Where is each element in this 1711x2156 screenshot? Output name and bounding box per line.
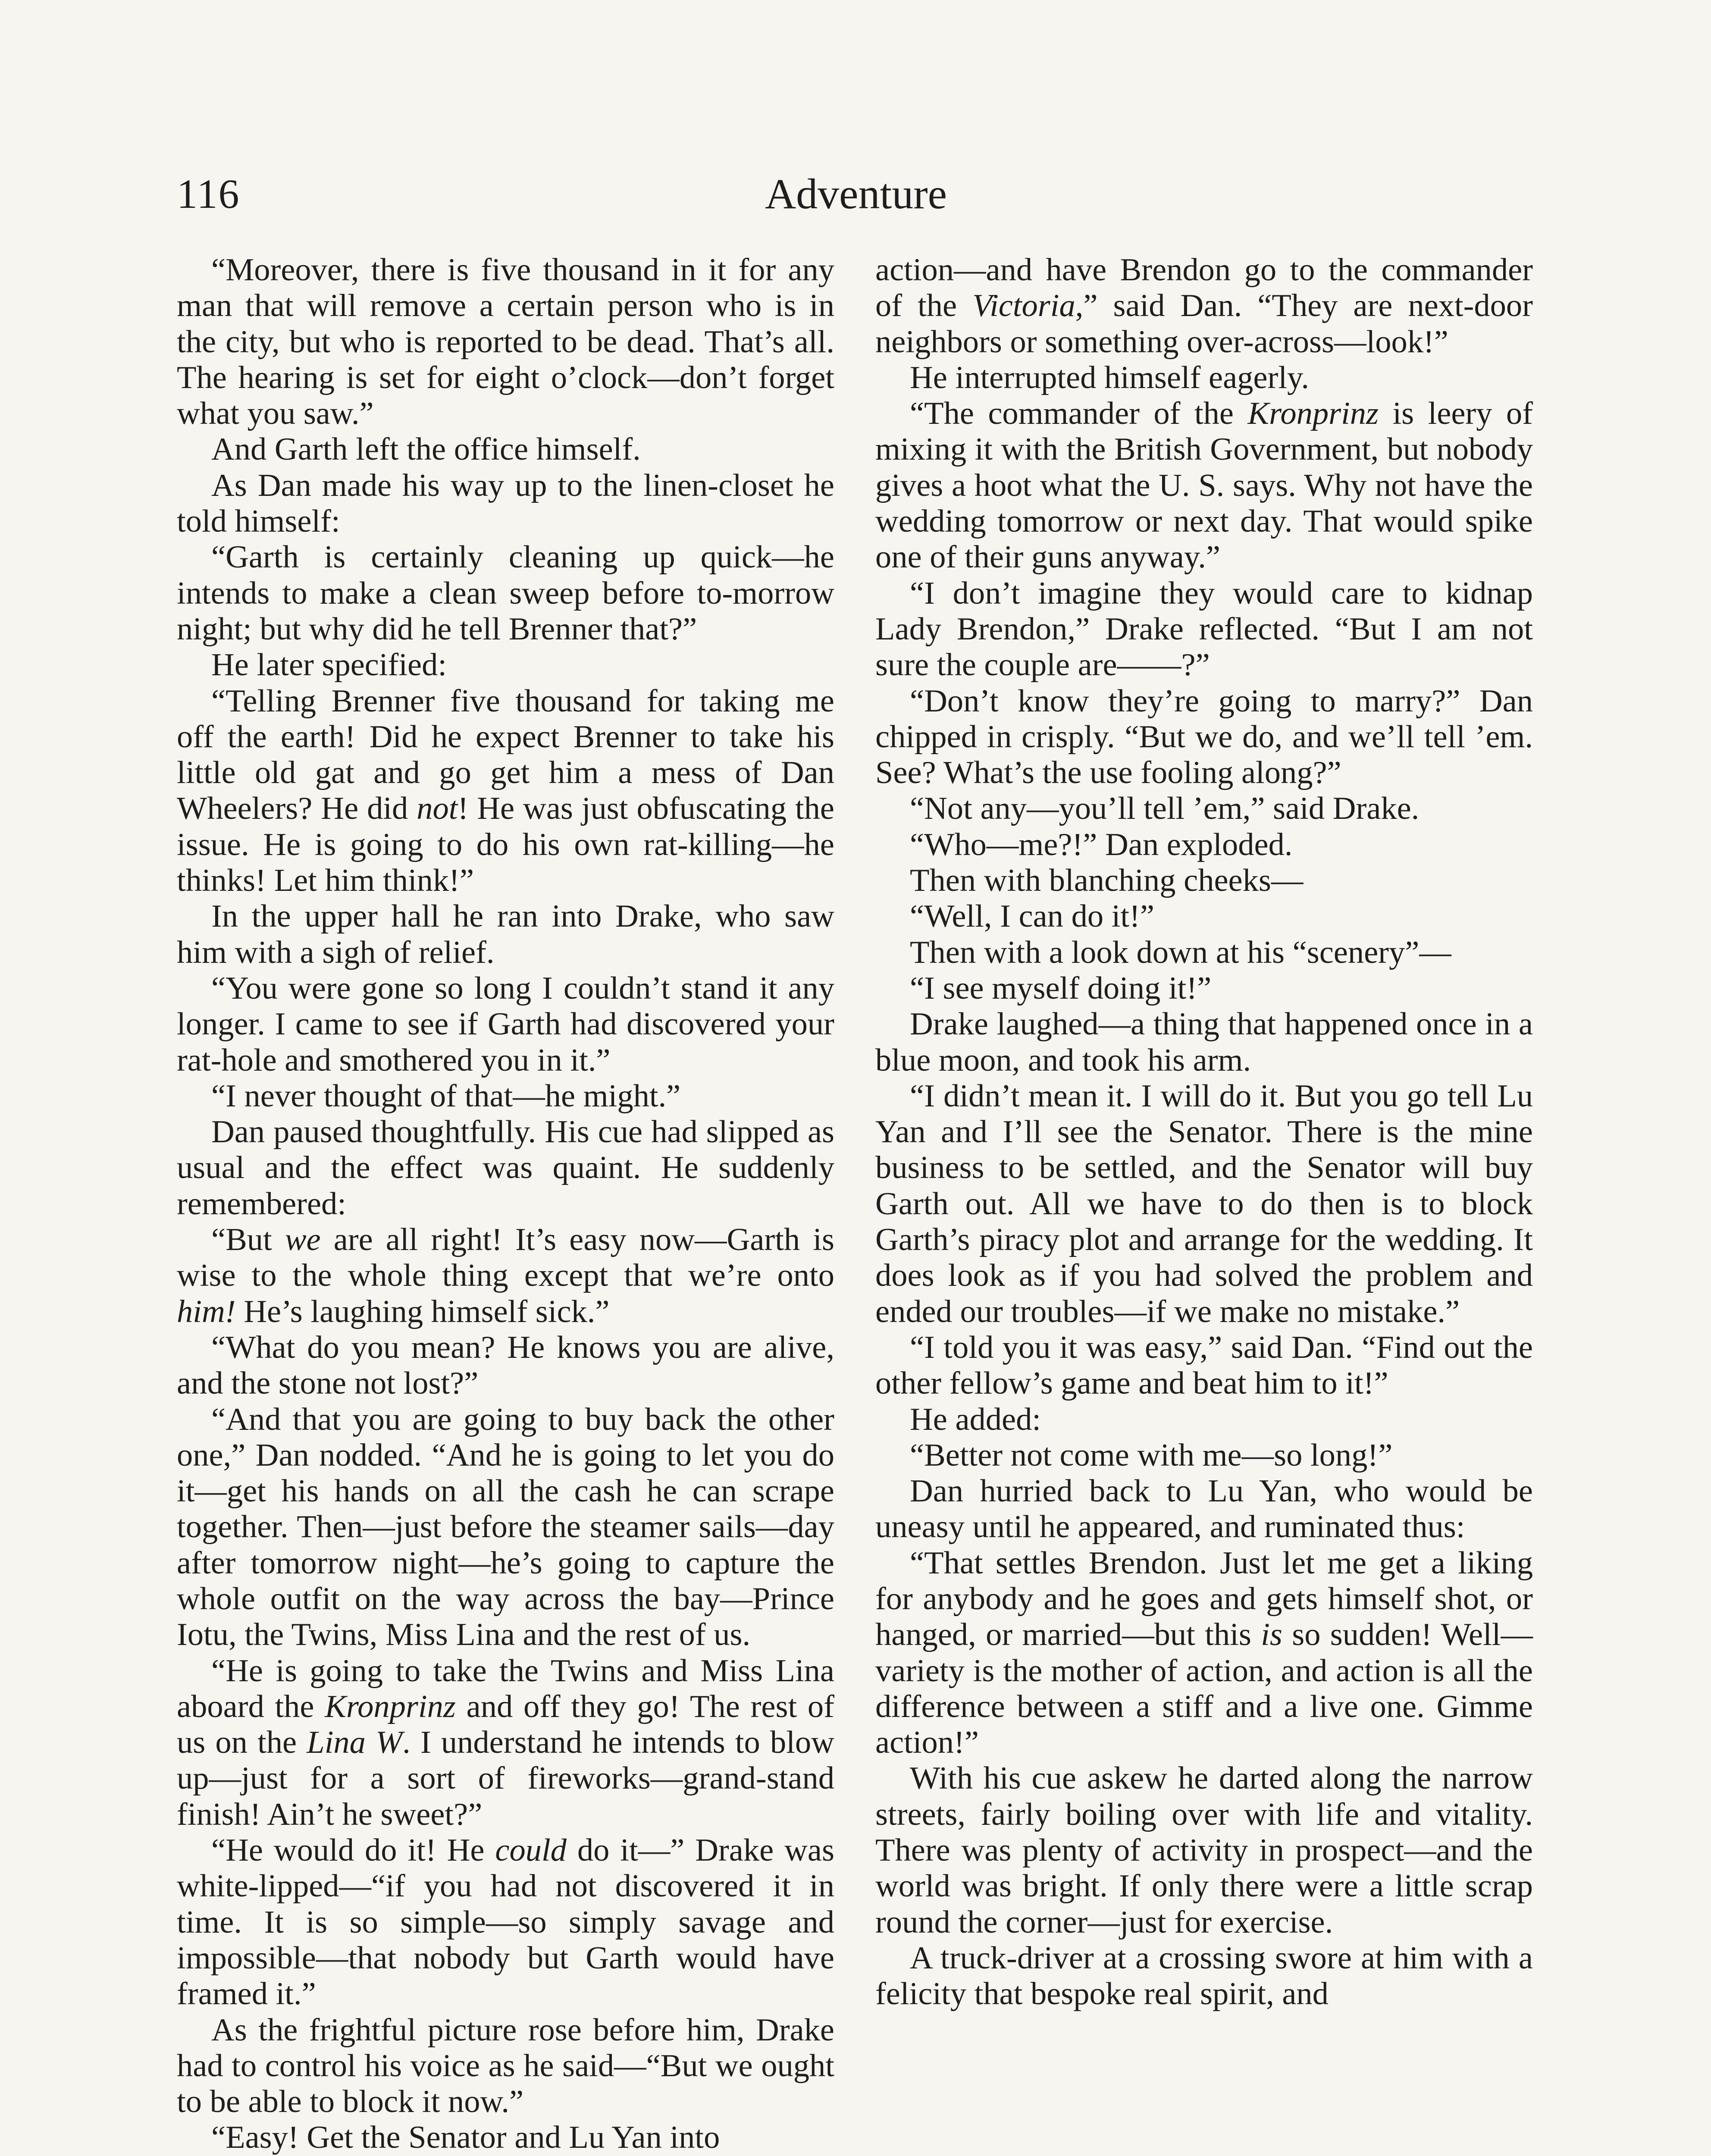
paragraph: “He is going to take the Twins and Miss Lina aboard the Kronprinz and off they go! The rest of us on the Lina W. I understand he intends to blow up—just for a sort of fireworks—grand-stand finish! Ain’t he sweet?” xyxy=(177,1653,834,1832)
paragraph: “Better not come with me—so long!” xyxy=(910,1437,1393,1473)
paragraph: “Moreover, there is five thousand in it for any man that will remove a certain person who is in the city, but who is reported to be dead. That’s all. The hearing is set for eight o’clock—don’t forget what you saw.” xyxy=(177,252,834,432)
magazine-title: Adventure xyxy=(765,170,947,218)
paragraph: “Garth is certainly cleaning up quick—he intends to make a clean sweep before to-morrow night; but why did he tell Brenner that?” xyxy=(177,539,834,647)
paragraph: “I see myself doing it!” xyxy=(910,970,1212,1006)
paragraph: “You were gone so long I couldn’t stand it any longer. I came to see if Garth had discovered your rat-hole and smothered you in it.” xyxy=(177,970,834,1078)
paragraph: “Well, I can do it!” xyxy=(910,899,1154,934)
paragraph: “That settles Brendon. Just let me get a liking for anybody and he goes and gets himself shot, or hanged, or married—but this is so sudden! Well—variety is the mother of action, and action is all the difference between a stiff and a live one. Gimme action!” xyxy=(875,1545,1533,1761)
paragraph: He interrupted himself eagerly. xyxy=(910,360,1310,395)
paragraph: “And that you are going to buy back the other one,” Dan nodded. “And he is going to let you do it—get his hands on all the cash he can scrape together. Then—just before the steamer sails—day after tomorrow night—he’s going to capture the whole outfit on the way across the bay—Prince Iotu, the Twins, Miss Lina and the rest of us. xyxy=(177,1401,834,1653)
paragraph: “I didn’t mean it. I will do it. But you go tell Lu Yan and I’ll see the Senator. There is the mine business to be settled, and the Senator will buy Garth out. All we have to do then is to block Garth’s piracy plot and arrange for the wedding. It does look as if you had solved the problem and ended our troubles—if we make no mistake.” xyxy=(875,1078,1533,1329)
paragraph: He added: xyxy=(910,1401,1041,1437)
paragraph: “I told you it was easy,” said Dan. “Find out the other fellow’s game and beat him to it!” xyxy=(875,1329,1533,1401)
paragraph: With his cue askew he darted along the narrow streets, fairly boiling over with life and vitality. There was plenty of activity in prospect—and the world was bright. If only there were a little scrap round the corner—just for exercise. xyxy=(875,1761,1533,1940)
paragraph: “He would do it! He could do it—” Drake was white-lipped—“if you had not discovered it in time. It is so simple—so simply savage and impossible—that nobody but Garth would have framed it.” xyxy=(177,1833,834,2012)
page-header xyxy=(177,166,1535,222)
paragraph: Then with blanching cheeks— xyxy=(910,863,1304,899)
paragraph: “Easy! Get the Senator and Lu Yan into xyxy=(211,2120,720,2156)
paragraph: “But we are all right! It’s easy now—Garth is wise to the whole thing except that we’re onto him! He’s laughing himself sick.” xyxy=(177,1222,834,1329)
paragraph: “Telling Brenner five thousand for taking me off the earth! Did he expect Brenner to take his little old gat and go get him a mess of Dan Wheelers? He did not! He was just obfuscating the issue. He is going to do his own rat-killing—he thinks! Let him think!” xyxy=(177,683,834,899)
text-column-right xyxy=(875,252,1533,2012)
paragraph: As Dan made his way up to the linen-closet he told himself: xyxy=(177,467,834,539)
paragraph: “The commander of the Kronprinz is leery of mixing it with the British Government, but nobody gives a hoot what the U. S. says. Why not have the wedding tomorrow or next day. That would spike one of their guns anyway.” xyxy=(875,396,1533,575)
paragraph: He later specified: xyxy=(211,647,447,683)
paragraph: action—and have Brendon go to the commander of the Victoria,” said Dan. “They are next-door neighbors or something over-across—look!” xyxy=(875,252,1533,360)
paragraph: “Who—me?!” Dan exploded. xyxy=(910,827,1293,862)
paragraph: Dan paused thoughtfully. His cue had slipped as usual and the effect was quaint. He suddenly remembered: xyxy=(177,1114,834,1222)
paragraph: As the frightful picture rose before him, Drake had to control his voice as he said—“But we ought to be able to block it now.” xyxy=(177,2012,834,2120)
paragraph: And Garth left the office himself. xyxy=(211,432,641,467)
paragraph: Dan hurried back to Lu Yan, who would be uneasy until he appeared, and ruminated thus: xyxy=(875,1473,1533,1545)
page-number: 116 xyxy=(177,171,240,217)
paragraph: In the upper hall he ran into Drake, who saw him with a sigh of relief. xyxy=(177,899,834,970)
paragraph: “Don’t know they’re going to marry?” Dan chipped in crisply. “But we do, and we’ll tell ’em. See? What’s the use fooling along?” xyxy=(875,683,1533,791)
paragraph: Drake laughed—a thing that happened once in a blue moon, and took his arm. xyxy=(875,1006,1533,1078)
paragraph: “I don’t imagine they would care to kidnap Lady Brendon,” Drake reflected. “But I am not sure the couple are——?” xyxy=(875,575,1533,683)
paragraph: “I never thought of that—he might.” xyxy=(211,1078,681,1114)
paragraph: “What do you mean? He knows you are alive, and the stone not lost?” xyxy=(177,1329,834,1401)
text-column-left xyxy=(177,252,834,2156)
paragraph: A truck-driver at a crossing swore at him with a felicity that bespoke real spirit, and xyxy=(875,1940,1533,2012)
paragraph: Then with a look down at his “scenery”— xyxy=(910,934,1451,970)
paragraph: “Not any—you’ll tell ’em,” said Drake. xyxy=(910,791,1420,827)
